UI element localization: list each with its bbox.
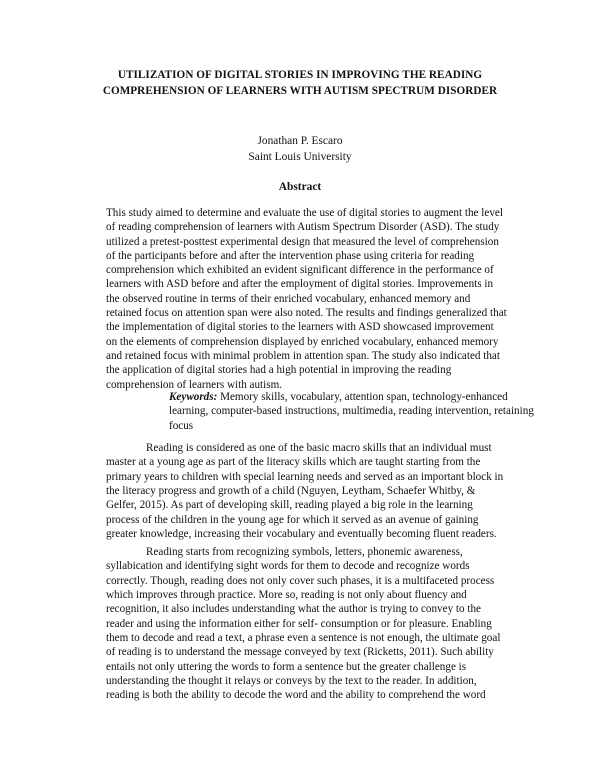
paragraph-line: which improves through practice. More so, reading is not only about fluency and (106, 589, 467, 602)
paragraph-line: understanding the thought it relays or conveys by the text to the reader. In addition, (106, 675, 477, 688)
abstract-line: comprehension of learners with autism. (106, 378, 283, 391)
paragraph-line: the literacy progress and growth of a child (Nguyen, Leytham, Schaefer Whitby, & (106, 485, 476, 498)
keywords-line-2: learning, computer-based instructions, multimedia, reading intervention, retaining (169, 405, 534, 418)
keywords-line-3: focus (169, 419, 194, 432)
keywords-text-1: Memory skills, vocabulary, attention span, technology-enhanced (217, 391, 508, 403)
paragraph-line: Gelfer, 2015). As part of developing skill, reading played a big role in the learning (106, 499, 473, 512)
paragraph-line: reader and using the information either for self- consumption or for pleasure. Enabling (106, 617, 492, 630)
author-affiliation: Saint Louis University (248, 150, 352, 163)
abstract-line: the implementation of digital stories to the learners with ASD showcased improvement (106, 321, 494, 334)
paragraph-line: master at a young age as part of the literacy skills which are taught starting from the (106, 456, 481, 469)
title-line-1: UTILIZATION OF DIGITAL STORIES IN IMPROVING THE READING (117, 69, 483, 81)
paragraph-line: Reading is considered as one of the basic macro skills that an individual must (146, 442, 492, 454)
paragraph-line: primary years to children with special learning needs and served as an important block in (106, 470, 504, 483)
keywords-label: Keywords: (169, 391, 218, 403)
paper-title (80, 68, 520, 99)
abstract-heading: Abstract (278, 181, 322, 193)
abstract-body (106, 206, 507, 392)
paragraph-line: correctly. Though, reading does not only cover such phases, it is a multifaceted process (106, 574, 495, 587)
abstract-line: the observed routine in terms of their enriched vocabulary, enhanced memory and (106, 292, 471, 305)
paragraph-line: them to decode and read a text, a phrase even a sentence is not enough, the ultimate goal (106, 632, 501, 645)
abstract-line: of the participants before and after the intervention phase using criteria for reading (106, 249, 475, 262)
body-paragraph-1 (106, 441, 506, 541)
author-block (100, 134, 500, 165)
abstract-line: the application of digital stories had a high potential in improving the reading (106, 364, 452, 377)
abstract-line: retained focus on attention span were also noted. The results and findings generalized that (106, 307, 507, 320)
keywords-block (169, 390, 534, 433)
paragraph-line: process of the children in the young age for which it served as an avenue of gaining (106, 513, 479, 526)
abstract-line: learners with ASD before and after the employment of digital stories. Improvements in (106, 278, 494, 291)
abstract-line: utilized a pretest-posttest experimental design that measured the level of comprehension (106, 235, 499, 248)
abstract-line: This study aimed to determine and evaluate the use of digital stories to augment the level (106, 207, 503, 219)
abstract-line: comprehension which exhibited an evident significant difference in the performance of (106, 264, 494, 277)
keywords-line-1 (169, 390, 507, 404)
title-line-2: COMPREHENSION OF LEARNERS WITH AUTISM SPECTRUM DISORDER (102, 84, 498, 97)
paragraph-line: recognition, it also includes understanding what the author is trying to convey to the (106, 603, 481, 616)
paragraph-line: entails not only uttering the words to form a sentence but the greater challenge is (106, 660, 467, 673)
body-paragraph-2 (106, 545, 506, 703)
abstract-line: and retained focus with minimal problem in attention span. The study also indicated that (106, 349, 500, 362)
author-name: Jonathan P. Escaro (257, 135, 343, 147)
paragraph-line: greater knowledge, increasing their vocabulary and eventually becoming fluent readers. (106, 528, 497, 541)
paragraph-line: of reading is to understand the message conveyed by text (Ricketts, 2011). Such ability (106, 646, 494, 659)
paragraph-line: reading is both the ability to decode the word and the ability to comprehend the word (106, 689, 486, 702)
abstract-line: of reading comprehension of learners with Autism Spectrum Disorder (ASD). The study (106, 221, 500, 234)
abstract-line: on the elements of comprehension displayed by enriched vocabulary, enhanced memory (106, 335, 499, 348)
paragraph-line: syllabication and identifying sight words for them to decode and recognize words (106, 560, 470, 573)
paragraph-line: Reading starts from recognizing symbols, letters, phonemic awareness, (146, 546, 463, 558)
